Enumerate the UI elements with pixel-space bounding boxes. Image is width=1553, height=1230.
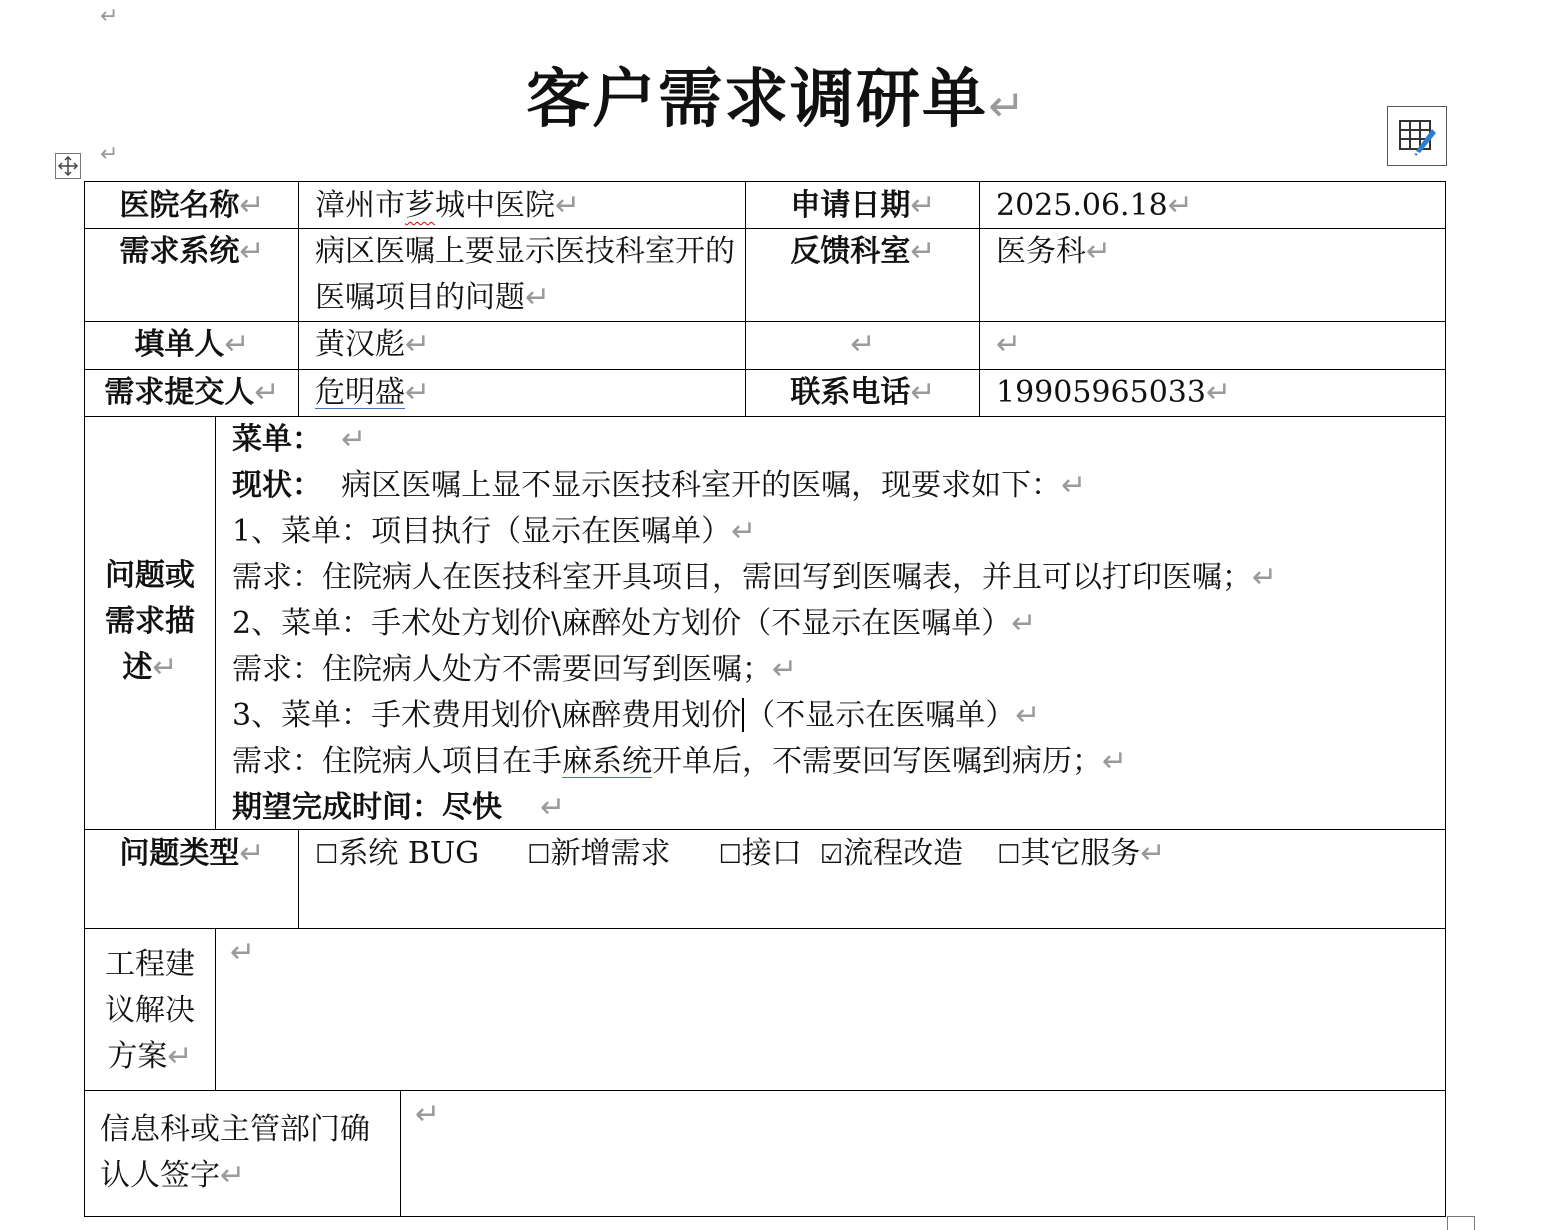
- paragraph-mark: ↵: [405, 327, 431, 362]
- table-resize-handle[interactable]: [1447, 1216, 1475, 1230]
- paragraph-mark: ↵: [224, 327, 250, 362]
- cell-text: 病区医嘱上要显示医技科室开的医嘱项目的问题: [315, 234, 735, 315]
- cell-text: 漳州市: [315, 188, 405, 223]
- cell-text: 问题类型: [119, 836, 240, 871]
- checkbox-icon[interactable]: ☐: [315, 840, 339, 870]
- paragraph-mark: ↵: [910, 234, 936, 269]
- paragraph-mark: ↵: [555, 188, 581, 223]
- cell-text: 问题或需求描述: [105, 558, 195, 685]
- submitter-label: [85, 370, 299, 416]
- cell-text: 医务科: [996, 234, 1086, 269]
- cell-text: 工程建议解决方案: [105, 947, 195, 1074]
- paragraph-mark: ↵: [1102, 744, 1128, 779]
- document-title: [0, 48, 1553, 140]
- cell-text: 现状：: [232, 468, 322, 503]
- paragraph-mark: ↵: [1140, 836, 1166, 871]
- checkbox-icon[interactable]: ☐: [718, 840, 742, 870]
- paragraph-mark: ↵: [1167, 188, 1193, 223]
- cell-text: 期望完成时间：尽快: [232, 790, 502, 825]
- signature-value[interactable]: [415, 1092, 440, 1138]
- description-label: [100, 553, 200, 691]
- empty-cell[interactable]: [996, 322, 1021, 368]
- engineering-value[interactable]: [230, 930, 255, 976]
- item1-menu: [232, 509, 1432, 555]
- title-text: 客户需求调研单: [526, 62, 989, 137]
- spelling-error-mark: 芗: [405, 188, 435, 223]
- item3-requirement: [232, 739, 1432, 785]
- cell-text: 信息科或主管部门确认人签字: [100, 1112, 370, 1193]
- cell-text: 反馈科室: [790, 234, 911, 269]
- cell-text: 医院名称: [119, 188, 240, 223]
- cell-text: 黄汉彪: [315, 327, 405, 362]
- paragraph-mark: ↵: [254, 375, 280, 410]
- problem-type-label: [85, 831, 299, 877]
- checkbox-icon[interactable]: ☐: [527, 840, 551, 870]
- table-format-icon[interactable]: [1387, 106, 1447, 166]
- cell-text: 危明盛: [315, 375, 405, 410]
- cell-text: 麻系统: [562, 744, 652, 779]
- paragraph-mark: ↵: [239, 836, 265, 871]
- status-line: [232, 463, 1432, 509]
- paragraph-mark: ↵: [167, 1039, 193, 1074]
- cell-text: （不显示在医嘱单）: [745, 698, 1016, 733]
- item2-requirement: [232, 647, 1432, 693]
- paragraph-mark: ↵: [100, 142, 119, 167]
- expected-time-line: [232, 785, 1432, 831]
- paragraph-mark: ↵: [1252, 560, 1278, 595]
- system-label: [85, 229, 299, 275]
- signature-label: [100, 1107, 390, 1199]
- cell-text: 2025.06.18: [996, 188, 1168, 223]
- filler-label: [85, 322, 299, 368]
- paragraph-mark: ↵: [152, 650, 178, 685]
- cell-text: 开单后，不需要回写医嘱到病历；: [652, 744, 1102, 779]
- feedback-dept-label: [746, 229, 980, 275]
- paragraph-mark: ↵: [239, 234, 265, 269]
- item2-menu: [232, 601, 1432, 647]
- cell-text: 接口: [741, 836, 802, 871]
- option-process-reform[interactable]: [820, 831, 963, 878]
- cell-text: 3、菜单：手术费用划价\麻醉费用划价: [232, 698, 742, 733]
- apply-date-value[interactable]: [996, 183, 1193, 229]
- paragraph-mark: ↵: [1015, 698, 1041, 733]
- problem-type-options: [315, 831, 1166, 878]
- checked-checkbox-icon[interactable]: ☑: [819, 840, 844, 870]
- empty-cell[interactable]: [746, 322, 980, 368]
- cell-text: 2、菜单：手术处方划价\麻醉处方划价（不显示在医嘱单）: [232, 606, 1012, 641]
- cell-text: 需求：住院病人在医技科室开具项目，需回写到医嘱表，并且可以打印医嘱；: [232, 560, 1252, 595]
- paragraph-mark: ↵: [239, 188, 265, 223]
- checkbox-icon[interactable]: ☐: [997, 840, 1021, 870]
- hospital-label: [85, 183, 299, 229]
- paragraph-mark: ↵: [850, 327, 876, 362]
- cell-text: 其它服务: [1020, 836, 1141, 871]
- paragraph-mark: ↵: [988, 81, 1027, 132]
- submitter-value[interactable]: [315, 370, 430, 416]
- option-other-service[interactable]: [997, 831, 1140, 878]
- paragraph-mark: ↵: [1061, 468, 1087, 503]
- cell-text: 病区医嘱上显不显示医技科室开的医嘱，现要求如下：: [341, 468, 1062, 503]
- cell-text: 菜单：: [232, 422, 322, 457]
- phone-value[interactable]: [996, 370, 1231, 416]
- text-cursor: [742, 698, 744, 732]
- paragraph-mark: ↵: [1205, 375, 1232, 410]
- cell-text: 需求系统: [119, 234, 240, 269]
- paragraph-mark: ↵: [910, 375, 936, 410]
- option-interface[interactable]: [718, 831, 801, 878]
- move-arrows-icon[interactable]: [55, 153, 81, 179]
- filler-value[interactable]: [315, 322, 430, 368]
- paragraph-mark: ↵: [415, 1097, 441, 1132]
- cell-text: 需求：住院病人项目在手: [232, 744, 562, 779]
- item3-menu: [232, 693, 1432, 739]
- cell-text: 需求：住院病人处方不需要回写到医嘱；: [232, 652, 772, 687]
- paragraph-mark: ↵: [220, 1158, 246, 1193]
- paragraph-mark: ↵: [341, 422, 367, 457]
- description-content[interactable]: [232, 417, 1432, 831]
- paragraph-mark: ↵: [1011, 606, 1037, 641]
- paragraph-mark: ↵: [910, 188, 936, 223]
- option-new-requirement[interactable]: [527, 831, 670, 878]
- option-system-bug[interactable]: [315, 831, 479, 878]
- engineering-label: [100, 942, 200, 1080]
- cell-text: 新增需求: [550, 836, 671, 871]
- cell-text: 申请日期: [790, 188, 911, 223]
- paragraph-mark: ↵: [1086, 234, 1112, 269]
- paragraph-mark: ↵: [731, 514, 757, 549]
- menu-line: [232, 417, 1432, 463]
- cell-text: 需求提交人: [104, 375, 255, 410]
- cell-text: 流程改造: [843, 836, 964, 871]
- feedback-dept-value[interactable]: [996, 229, 1111, 275]
- paragraph-mark: ↵: [405, 375, 431, 410]
- hospital-value[interactable]: [315, 183, 580, 229]
- paragraph-mark: ↵: [996, 327, 1022, 362]
- paragraph-mark: ↵: [525, 280, 551, 315]
- cell-text: 19905965033: [996, 375, 1206, 410]
- cell-text: 联系电话: [790, 375, 911, 410]
- cell-text: 城中医院: [435, 188, 555, 223]
- item1-requirement: [232, 555, 1432, 601]
- cell-text: 系统 BUG: [338, 836, 480, 871]
- phone-label: [746, 370, 980, 416]
- cell-text: 1、菜单：项目执行（显示在医嘱单）: [232, 514, 732, 549]
- paragraph-mark: ↵: [772, 652, 798, 687]
- paragraph-mark: ↵: [230, 935, 256, 970]
- apply-date-label: [746, 183, 980, 229]
- paragraph-mark: ↵: [100, 4, 119, 29]
- paragraph-mark: ↵: [540, 790, 566, 825]
- system-value[interactable]: [315, 229, 735, 321]
- cell-text: 填单人: [134, 327, 225, 362]
